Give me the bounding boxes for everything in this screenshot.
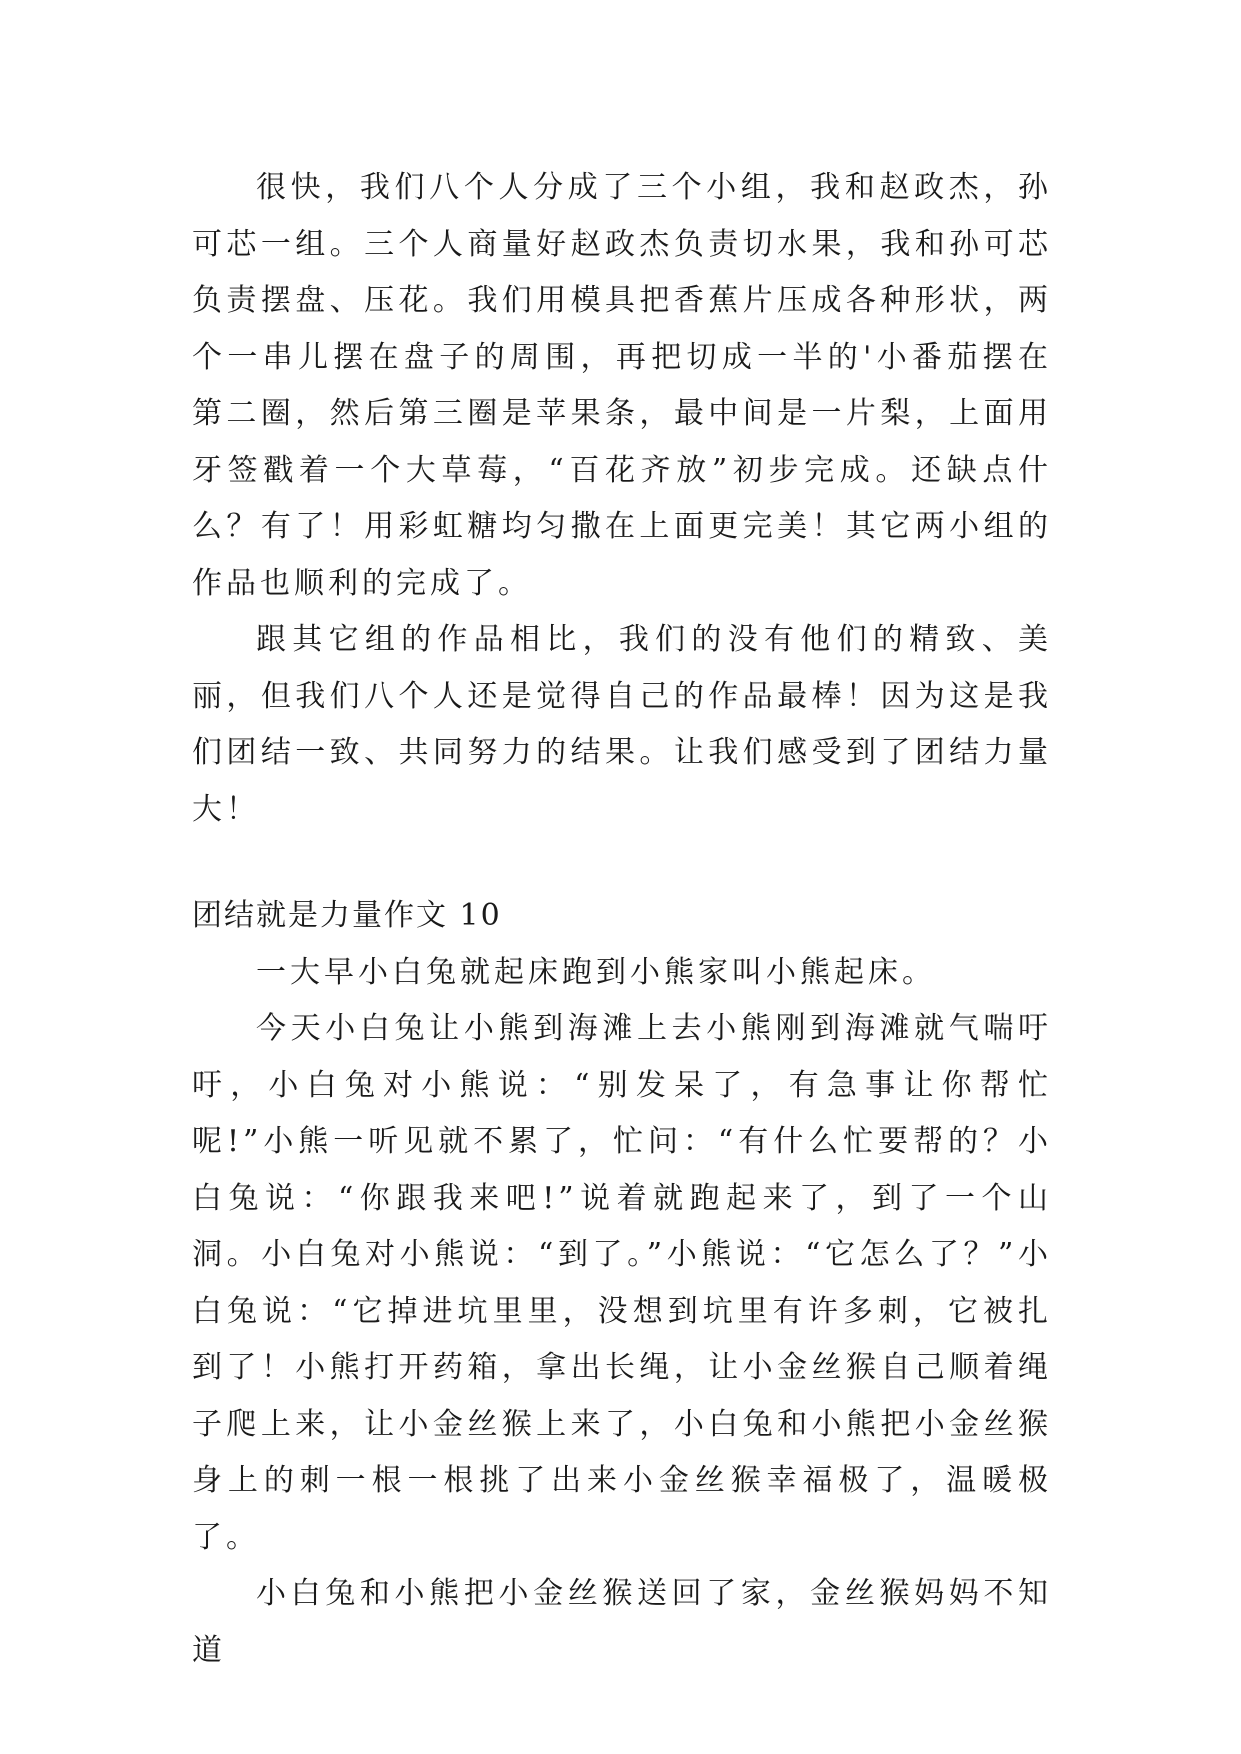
paragraph: 小白兔和小熊把小金丝猴送回了家，金丝猴妈妈不知道 bbox=[192, 1576, 1052, 1668]
paragraph: 跟其它组的作品相比，我们的没有他们的精致、美丽，但我们八个人还是觉得自己的作品最棒！因为这是我们团结一致、共同努力的结果。让我们感受到了团结力量大！ bbox=[192, 622, 1052, 827]
paragraph: 很快，我们八个人分成了三个小组，我和赵政杰，孙可芯一组。三个人商量好赵政杰负责切水果，我和孙可芯负责摆盘、压花。我们用模具把香蕉片压成各种形状，两个一串儿摆在盘子的周围，再把切成一半的'小番茄摆在第二圈，然后第三圈是苹果条，最中间是一片梨，上面用牙签戳着一个大草莓，“百花齐放”初步完成。还缺点什么？有了！用彩虹糖均匀撒在上面更完美！其它两小组的作品也顺利的完成了。 bbox=[192, 170, 1052, 601]
paragraph: 一大早小白兔就起床跑到小熊家叫小熊起床。 bbox=[256, 954, 936, 990]
document-body bbox=[192, 160, 1052, 1679]
section-title: 团结就是力量作文 10 bbox=[192, 898, 502, 933]
paragraph: 今天小白兔让小熊到海滩上去小熊刚到海滩就气喘吁吁，小白兔对小熊说：“别发呆了，有急事让你帮忙呢!”小熊一听见就不累了，忙问：“有什么忙要帮的？小白兔说：“你跟我来吧!”说着就跑起来了，到了一个山洞。小白兔对小熊说：“到了。”小熊说：“它怎么了？”小白兔说：“它掉进坑里里，没想到坑里有许多刺，它被扎到了！小熊打开药箱，拿出长绳，让小金丝猴自己顺着绳子爬上来，让小金丝猴上来了，小白兔和小熊把小金丝猴身上的刺一根一根挑了出来小金丝猴幸福极了，温暖极了。 bbox=[192, 1011, 1052, 1555]
